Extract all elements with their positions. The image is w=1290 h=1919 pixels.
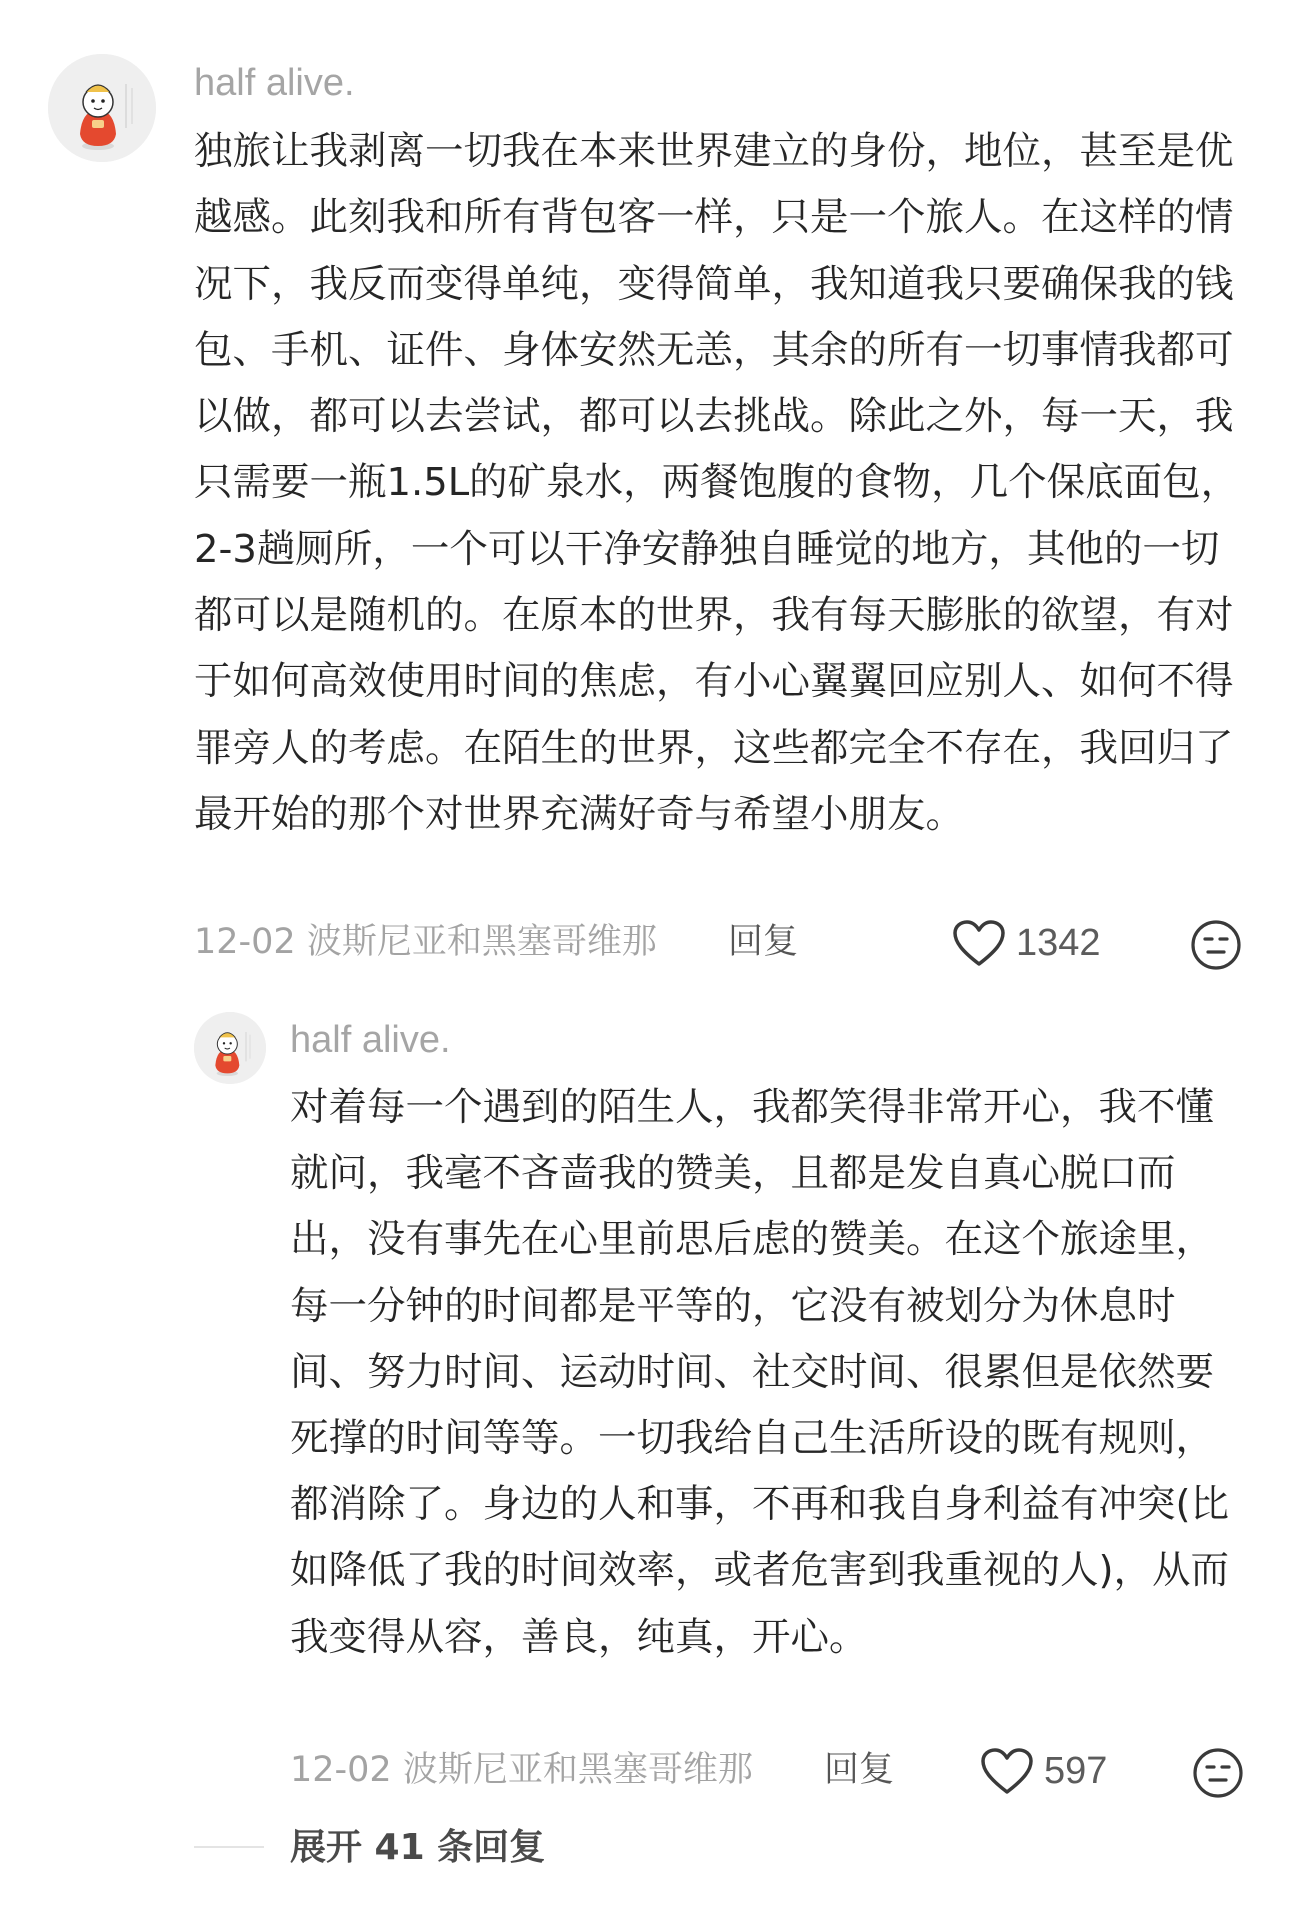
- username[interactable]: half alive.: [194, 62, 355, 104]
- reaction-button[interactable]: [1192, 1747, 1244, 1799]
- heart-outline-icon: [980, 1747, 1034, 1795]
- like-count: 597: [1044, 1749, 1108, 1792]
- reply-button[interactable]: 回复: [824, 1750, 895, 1790]
- comment-text: 独旅让我剥离一切我在本来世界建立的身份，地位，甚至是优越感。此刻我和所有背包客一样，只是一个旅人。在这样的情况下，我反而变得单纯，变得简单，我知道我只要确保我的钱包、手机、证件、身体安然无恙，其余的所有一切事情我都可以做，都可以去尝试，都可以去挑战。除此之外，每一天，我只需要一瓶1.5L的矿泉水，两餐饱腹的食物，几个保底面包，2-3趟厕所，一个可以干净安静独自睡觉的地方，其他的一切都可以是随机的。在原本的世界，我有每天膨胀的欲望，有对于如何高效使用时间的焦虑，有小心翼翼回应别人、如何不得罪旁人的考虑。在陌生的世界，这些都完全不存在，我回归了最开始的那个对世界充满好奇与希望小朋友。: [194, 129, 1240, 837]
- meh-face-icon: [1192, 1747, 1244, 1799]
- avatar-image: [194, 1012, 266, 1084]
- reply-button[interactable]: 回复: [728, 922, 799, 962]
- like-count: 1342: [1016, 921, 1101, 964]
- avatar[interactable]: [194, 1012, 266, 1084]
- comment-text: 对着每一个遇到的陌生人，我都笑得非常开心，我不懂就问，我毫不吝啬我的赞美，且都是发自真心脱口而出，没有事先在心里前思后虑的赞美。在这个旅途里，每一分钟的时间都是平等的，它没有被划分为休息时间、努力时间、运动时间、社交时间、很累但是依然要死撑的时间等等。一切我给自己生活所设的既有规则，都消除了。身边的人和事，不再和我自身利益有冲突(比如降低了我的时间效率，或者危害到我重视的人)，从而我变得从容，善良，纯真，开心。: [290, 1085, 1230, 1660]
- expand-replies-button[interactable]: 展开 41 条回复: [290, 1827, 546, 1868]
- expand-divider: [194, 1846, 264, 1848]
- username[interactable]: half alive.: [290, 1019, 451, 1061]
- like-button[interactable]: [980, 1748, 1107, 1794]
- comment-meta: 12-02 波斯尼亚和黑塞哥维那: [290, 1750, 753, 1790]
- comment-meta: 12-02 波斯尼亚和黑塞哥维那: [194, 922, 657, 962]
